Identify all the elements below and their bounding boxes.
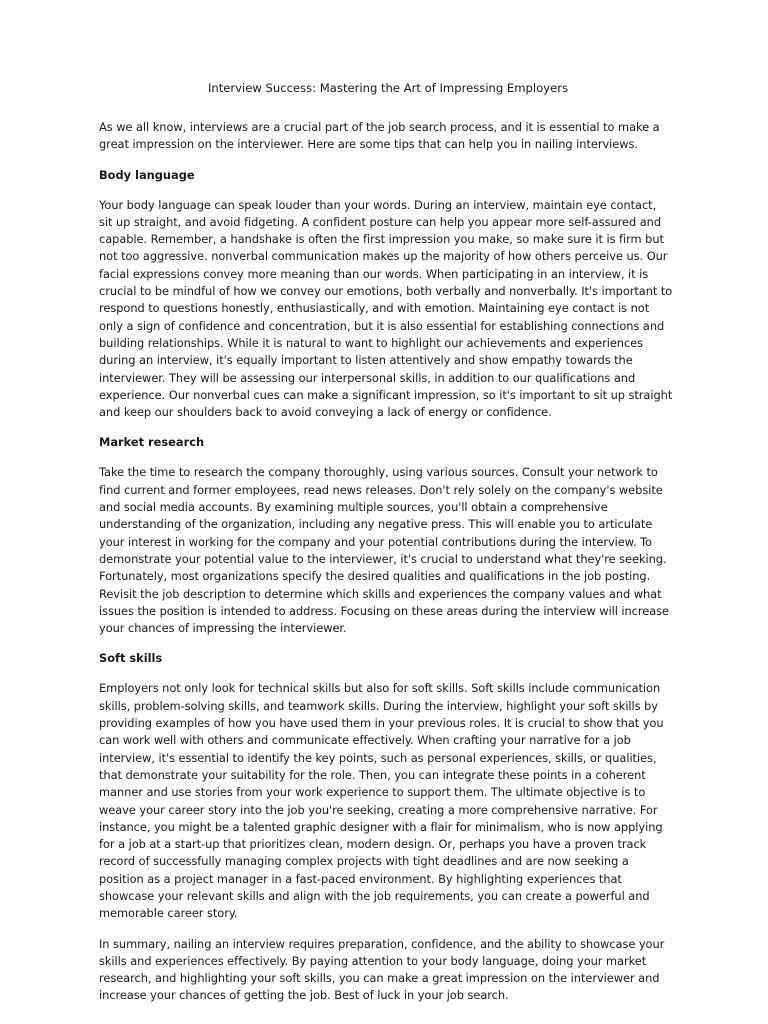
document-title: Interview Success: Mastering the Art of Impressing Employers	[207, 81, 569, 95]
section-body-body-language: Your body language can speak louder than your words. During an interview, maintain eye contact, sit up straight, and avoid fidgeting. A confident posture can help you appear more self-assured and capable. Remember, a handshake is often the first impression you make, so make sure it is firm but not too aggressive. nonverbal communication makes up the majority of how others perceive us. Our facial expressions convey more meaning than our words. When participating in an interview, it is crucial to be mindful of how we convey our emotions, both verbally and nonverbally. It's important to respond to questions honestly, enthusiastically, and with emotion. Maintaining eye contact is not only a sign of confidence and concentration, but it is also essential for establishing connections and building relationships. While it is natural to want to highlight our achievements and experiences during an interview, it's equally important to listen attentively and show empathy towards the interviewer. They will be assessing our interpersonal skills, in addition to our qualifications and experience. Our nonverbal cues can make a significant impression, so it's important to sit up straight and keep our shoulders back to avoid conveying a lack of energy or confidence.	[99, 197, 673, 420]
intro-paragraph: As we all know, interviews are a crucial part of the job search process, and it is essential to make a great impression on the interviewer. Here are some tips that can help you in nailing interviews.	[99, 120, 660, 152]
summary-paragraph: In summary, nailing an interview requires preparation, confidence, and the ability to showcase your skills and experiences effectively. By paying attention to your body language, doing your market research, and highlighting your soft skills, you can make a great impression on the interviewer and increase your chances of getting the job. Best of luck in your job search.	[99, 936, 665, 1003]
section-heading-market-research: Market research	[99, 435, 205, 450]
section-heading-soft-skills: Soft skills	[99, 651, 163, 666]
section-body-market-research: Take the time to research the company thoroughly, using various sources. Consult your network to find current and former employees, read news releases. Don't rely solely on the company's website and social media accounts. By examining multiple sources, you'll obtain a comprehensive understanding of the organization, including any negative press. This will enable you to articulate your interest in working for the company and your potential contributions during the interview. To demonstrate your potential value to the interviewer, it's crucial to understand what they're seeking. Fortunately, most organizations specify the desired qualities and qualifications in the job posting. Revisit the job description to determine which skills and experiences the company values and what issues the position is intended to address. Focusing on these areas during the interview will increase your chances of impressing the interviewer.	[99, 465, 670, 636]
section-heading-body-language: Body language	[99, 167, 195, 182]
section-body-soft-skills: Employers not only look for technical skills but also for soft skills. Soft skills include communication skills, problem-solving skills, and teamwork skills. During the interview, highlight your soft skills by providing examples of how you have used them in your previous roles. It is crucial to show that you can work well with others and communicate effectively. When crafting your narrative for a job interview, it's essential to identify the key points, such as personal experiences, skills, or qualities, that demonstrate your suitability for the role. Then, you can integrate these points in a coherent manner and use stories from your work experience to support them. The ultimate objective is to weave your career story into the job you're seeking, creating a more comprehensive narrative. For instance, you might be a talented graphic designer with a flair for minimalism, who is now applying for a job at a start-up that prioritizes clean, modern design. Or, perhaps you have a proven track record of successfully managing complex projects with tight deadlines and are now seeking a position as a project manager in a fast-paced environment. By highlighting experiences that showcase your relevant skills and align with the job requirements, you can create a powerful and memorable career story.	[99, 681, 664, 921]
document-page	[99, 80, 673, 1018]
